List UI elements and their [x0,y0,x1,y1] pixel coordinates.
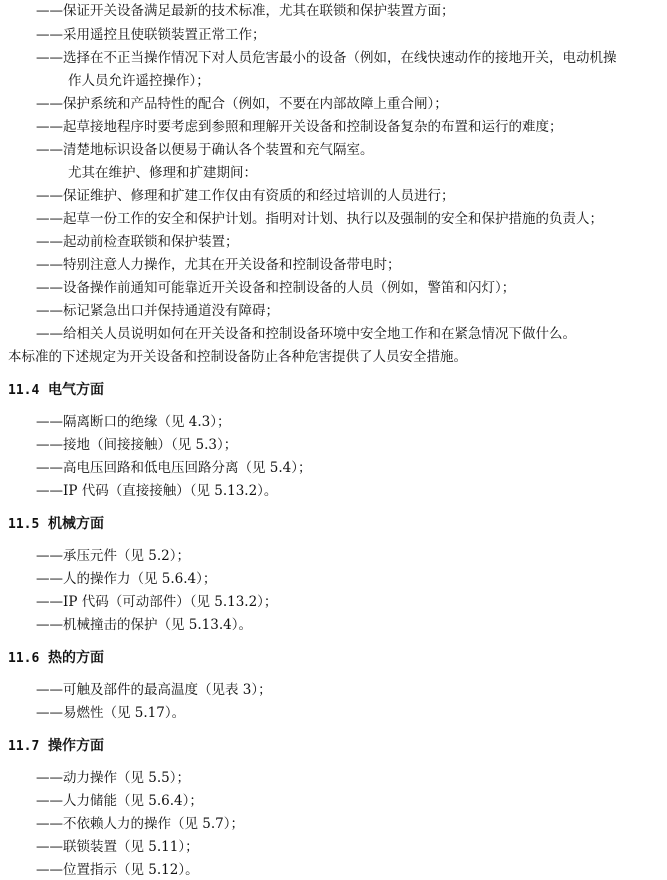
list-item: ——标记紧急出口并保持通道没有障碍； [36,303,279,319]
list-item: ——采用遥控且使联锁装置正常工作； [36,27,266,43]
list-item: ——清楚地标识设备以便易于确认各个装置和充气隔室。 [36,142,374,158]
list-item: ——联锁装置（见 5.11）； [36,839,199,855]
list-item: ——选择在不正当操作情况下对人员危害最小的设备（例如，在线快速动作的接地开关，电动机操 [36,50,617,66]
list-item: ——承压元件（见 5.2）； [36,548,191,564]
list-item: ——起草接地程序时要考虑到参照和理解开关设备和控制设备复杂的布置和运行的难度； [36,119,563,135]
list-item: ——可触及部件的最高温度（见表 3）； [36,682,272,698]
section-heading [8,382,104,399]
list-item: ——IP 代码（直接接触）（见 5.13.2）。 [36,483,278,499]
list-item: ——给相关人员说明如何在开关设备和控制设备环境中安全地工作和在紧急情况下做什么。 [36,326,576,342]
list-item-continuation: 作人员允许遥控操作）； [68,73,210,89]
list-item: ——易燃性（见 5.17）。 [36,705,186,721]
list-item: ——起草一份工作的安全和保护计划。指明对计划、执行以及强制的安全和保护措施的负责人； [36,211,603,227]
section-number: 11.5 [8,517,40,532]
section-number: 11.6 [8,651,40,666]
section-title: 电气方面 [48,382,104,398]
list-item: ——特别注意人力操作，尤其在开关设备和控制设备带电时； [36,257,401,273]
list-item: ——动力操作（见 5.5）； [36,770,191,786]
list-item: ——保证维护、修理和扩建工作仅由有资质的和经过培训的人员进行； [36,188,455,204]
list-item: ——IP 代码（可动部件）（见 5.13.2）； [36,594,278,610]
list-item: ——人力储能（见 5.6.4）； [36,793,203,809]
list-item: ——保护系统和产品特性的配合（例如，不要在内部故障上重合闸）； [36,96,448,112]
section-title: 操作方面 [48,738,104,754]
list-item: ——设备操作前通知可能靠近开关设备和控制设备的人员（例如，警笛和闪灯）； [36,280,516,296]
section-heading [8,738,104,755]
list-item: ——起动前检查联锁和保护装置； [36,234,239,250]
list-item: ——隔离断口的绝缘（见 4.3）； [36,414,231,430]
subheading-text: 尤其在维护、修理和扩建期间： [68,165,257,181]
section-heading [8,516,104,533]
list-item: ——位置指示（见 5.12）。 [36,862,199,878]
list-item: ——高电压回路和低电压回路分离（见 5.4）； [36,460,312,476]
section-number: 11.7 [8,739,40,754]
closing-paragraph: 本标准的下述规定为开关设备和控制设备防止各种危害提供了人员安全措施。 [8,349,467,365]
section-title: 机械方面 [48,516,104,532]
section-number: 11.4 [8,383,40,398]
section-heading [8,650,104,667]
list-item: ——不依赖人力的操作（见 5.7）； [36,816,245,832]
list-item: ——接地（间接接触）（见 5.3）； [36,437,238,453]
list-item: ——机械撞击的保护（见 5.13.4）。 [36,617,252,633]
list-item: ——人的操作力（见 5.6.4）； [36,571,217,587]
section-title: 热的方面 [48,650,104,666]
list-item: ——保证开关设备满足最新的技术标准，尤其在联锁和保护装置方面； [36,3,455,19]
